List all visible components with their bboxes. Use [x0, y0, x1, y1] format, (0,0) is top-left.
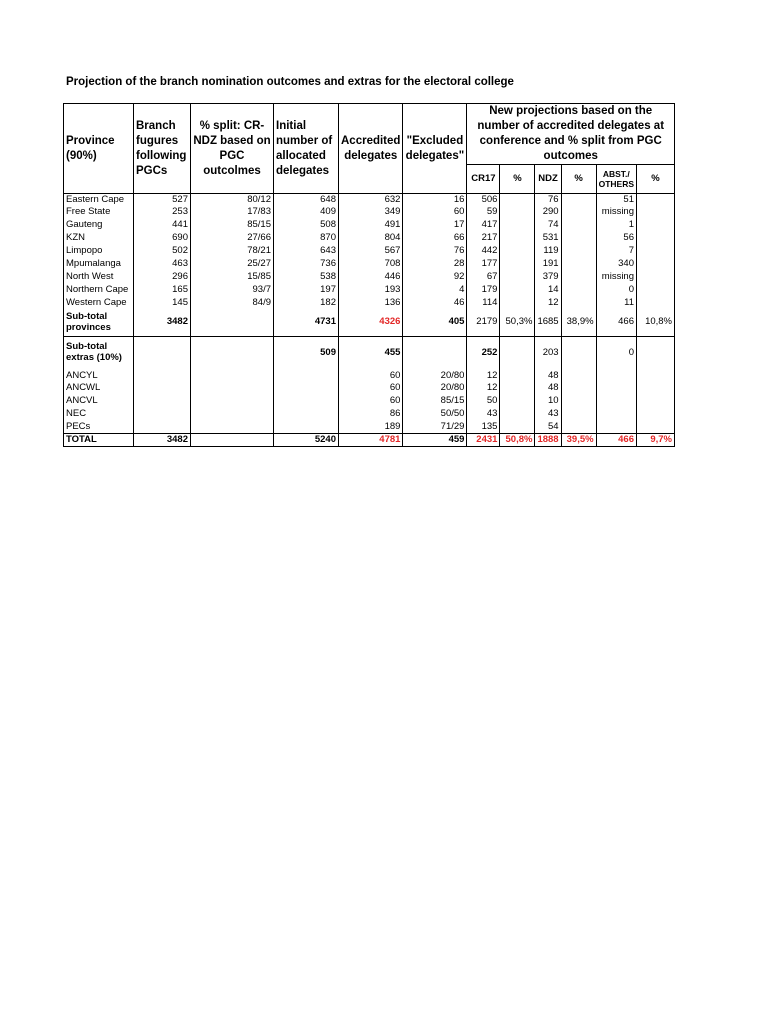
- header-initial: Initial number of allocated delegates: [274, 104, 339, 194]
- cell-branch: [134, 408, 191, 421]
- cell-cr17: 442: [467, 245, 500, 258]
- cell-pct3: [637, 258, 675, 271]
- cell-branch: 3482: [134, 310, 191, 337]
- cell-branch: [134, 370, 191, 383]
- cell-pct2: 38,9%: [561, 310, 596, 337]
- cell-split: 93/7: [191, 284, 274, 297]
- cell-split: 25/27: [191, 258, 274, 271]
- cell-name: ANCYL: [64, 370, 134, 383]
- cell-initial: 870: [274, 232, 339, 245]
- cell-pct3: 10,8%: [637, 310, 675, 337]
- total-row: [64, 434, 675, 447]
- cell-ndz: 14: [535, 284, 561, 297]
- cell-pct1: [500, 194, 535, 207]
- cell-excluded: 20/80: [403, 382, 467, 395]
- cell-accredited: 189: [339, 421, 403, 434]
- cell-split: 17/83: [191, 206, 274, 219]
- cell-accredited: 491: [339, 219, 403, 232]
- cell-split: 80/12: [191, 194, 274, 207]
- province-row: [64, 284, 675, 297]
- cell-branch: 441: [134, 219, 191, 232]
- cell-pct2: [561, 297, 596, 310]
- cell-accredited: 60: [339, 395, 403, 408]
- subtotal-extras-row: [64, 337, 675, 370]
- cell-accredited: 804: [339, 232, 403, 245]
- cell-split: 85/15: [191, 219, 274, 232]
- projection-table: [63, 103, 675, 447]
- cell-pct1: [500, 206, 535, 219]
- cell-name: Eastern Cape: [64, 194, 134, 207]
- cell-pct1: [500, 232, 535, 245]
- cell-branch: 690: [134, 232, 191, 245]
- cell-ndz: 1888: [535, 434, 561, 447]
- province-row: [64, 271, 675, 284]
- cell-cr17: 59: [467, 206, 500, 219]
- cell-abst: [596, 382, 636, 395]
- cell-cr17: 179: [467, 284, 500, 297]
- cell-initial: 409: [274, 206, 339, 219]
- province-row: [64, 206, 675, 219]
- cell-pct3: 9,7%: [637, 434, 675, 447]
- cell-pct2: [561, 408, 596, 421]
- cell-ndz: 290: [535, 206, 561, 219]
- cell-abst: 1: [596, 219, 636, 232]
- cell-pct3: [637, 297, 675, 310]
- cell-accredited: 567: [339, 245, 403, 258]
- cell-name: Gauteng: [64, 219, 134, 232]
- cell-accredited: 455: [339, 337, 403, 370]
- cell-branch: 3482: [134, 434, 191, 447]
- cell-excluded: 20/80: [403, 370, 467, 383]
- cell-accredited: 60: [339, 382, 403, 395]
- cell-excluded: 17: [403, 219, 467, 232]
- cell-excluded: 459: [403, 434, 467, 447]
- header-abst-others: ABST./ OTHERS: [596, 165, 636, 194]
- cell-pct2: [561, 219, 596, 232]
- cell-abst: 0: [596, 337, 636, 370]
- cell-abst: 0: [596, 284, 636, 297]
- extras-row: [64, 395, 675, 408]
- cell-cr17: 43: [467, 408, 500, 421]
- cell-initial: 4731: [274, 310, 339, 337]
- cell-accredited: 60: [339, 370, 403, 383]
- cell-abst: missing: [596, 206, 636, 219]
- cell-ndz: 203: [535, 337, 561, 370]
- cell-pct2: [561, 194, 596, 207]
- extras-row: [64, 408, 675, 421]
- cell-abst: 11: [596, 297, 636, 310]
- province-row: [64, 297, 675, 310]
- cell-ndz: 531: [535, 232, 561, 245]
- cell-excluded: 92: [403, 271, 467, 284]
- cell-split: 27/66: [191, 232, 274, 245]
- cell-initial: 643: [274, 245, 339, 258]
- cell-pct2: [561, 245, 596, 258]
- header-branch: Branch fugures following PGCs: [134, 104, 191, 194]
- cell-pct1: [500, 271, 535, 284]
- cell-ndz: 191: [535, 258, 561, 271]
- cell-branch: 296: [134, 271, 191, 284]
- cell-pct1: [500, 370, 535, 383]
- cell-pct1: 50,8%: [500, 434, 535, 447]
- cell-abst: 466: [596, 310, 636, 337]
- cell-name: PECs: [64, 421, 134, 434]
- cell-pct2: [561, 232, 596, 245]
- cell-pct3: [637, 421, 675, 434]
- cell-pct1: [500, 258, 535, 271]
- cell-pct1: [500, 245, 535, 258]
- cell-split: [191, 408, 274, 421]
- cell-name: TOTAL: [64, 434, 134, 447]
- header-cr17-pct: %: [500, 165, 535, 194]
- cell-ndz: 10: [535, 395, 561, 408]
- cell-abst: [596, 421, 636, 434]
- cell-name: North West: [64, 271, 134, 284]
- cell-split: 84/9: [191, 297, 274, 310]
- cell-pct3: [637, 232, 675, 245]
- cell-pct3: [637, 408, 675, 421]
- province-row: [64, 232, 675, 245]
- province-row: [64, 194, 675, 207]
- cell-abst: 51: [596, 194, 636, 207]
- cell-split: 15/85: [191, 271, 274, 284]
- header-split: % split: CR-NDZ based on PGC outcolmes: [191, 104, 274, 194]
- cell-ndz: 48: [535, 370, 561, 383]
- cell-pct2: [561, 395, 596, 408]
- subtotal-provinces-row: [64, 310, 675, 337]
- cell-accredited: 136: [339, 297, 403, 310]
- province-row: [64, 245, 675, 258]
- cell-name: Mpumalanga: [64, 258, 134, 271]
- cell-cr17: 12: [467, 382, 500, 395]
- cell-pct1: [500, 284, 535, 297]
- cell-pct3: [637, 370, 675, 383]
- header-province: Province (90%): [64, 104, 134, 194]
- cell-abst: 7: [596, 245, 636, 258]
- cell-excluded: 405: [403, 310, 467, 337]
- cell-excluded: 76: [403, 245, 467, 258]
- cell-pct1: 50,3%: [500, 310, 535, 337]
- cell-branch: [134, 421, 191, 434]
- cell-branch: 253: [134, 206, 191, 219]
- cell-split: [191, 434, 274, 447]
- cell-branch: [134, 337, 191, 370]
- cell-pct2: 39,5%: [561, 434, 596, 447]
- header-projections: New projections based on the number of accredited delegates at conference and % split from PGC outcomes: [467, 104, 675, 165]
- cell-pct2: [561, 370, 596, 383]
- cell-split: [191, 337, 274, 370]
- cell-cr17: 2431: [467, 434, 500, 447]
- cell-cr17: 217: [467, 232, 500, 245]
- cell-excluded: [403, 337, 467, 370]
- cell-pct3: [637, 337, 675, 370]
- cell-name: Sub-total extras (10%): [64, 337, 134, 370]
- cell-split: [191, 421, 274, 434]
- cell-initial: [274, 382, 339, 395]
- cell-split: [191, 310, 274, 337]
- cell-ndz: 54: [535, 421, 561, 434]
- cell-name: Free State: [64, 206, 134, 219]
- cell-split: [191, 395, 274, 408]
- cell-pct3: [637, 219, 675, 232]
- cell-split: [191, 382, 274, 395]
- cell-excluded: 50/50: [403, 408, 467, 421]
- cell-branch: [134, 382, 191, 395]
- extras-row: [64, 421, 675, 434]
- cell-branch: 502: [134, 245, 191, 258]
- cell-abst: missing: [596, 271, 636, 284]
- cell-initial: 5240: [274, 434, 339, 447]
- cell-name: NEC: [64, 408, 134, 421]
- cell-pct1: [500, 219, 535, 232]
- cell-pct3: [637, 206, 675, 219]
- cell-pct3: [637, 271, 675, 284]
- cell-pct1: [500, 408, 535, 421]
- cell-pct3: [637, 382, 675, 395]
- cell-pct1: [500, 297, 535, 310]
- cell-cr17: 114: [467, 297, 500, 310]
- cell-ndz: 74: [535, 219, 561, 232]
- extras-row: [64, 382, 675, 395]
- cell-name: Limpopo: [64, 245, 134, 258]
- cell-pct2: [561, 258, 596, 271]
- cell-split: [191, 370, 274, 383]
- cell-pct1: [500, 337, 535, 370]
- cell-cr17: 252: [467, 337, 500, 370]
- header-excluded: "Excluded delegates": [403, 104, 467, 194]
- cell-branch: 527: [134, 194, 191, 207]
- cell-cr17: 12: [467, 370, 500, 383]
- cell-initial: [274, 395, 339, 408]
- cell-abst: 466: [596, 434, 636, 447]
- cell-pct1: [500, 395, 535, 408]
- cell-cr17: 67: [467, 271, 500, 284]
- cell-initial: 648: [274, 194, 339, 207]
- cell-ndz: 43: [535, 408, 561, 421]
- cell-branch: 145: [134, 297, 191, 310]
- cell-excluded: 4: [403, 284, 467, 297]
- cell-excluded: 85/15: [403, 395, 467, 408]
- cell-cr17: 2179: [467, 310, 500, 337]
- cell-branch: [134, 395, 191, 408]
- cell-accredited: 193: [339, 284, 403, 297]
- cell-ndz: 1685: [535, 310, 561, 337]
- cell-accredited: 446: [339, 271, 403, 284]
- cell-pct1: [500, 382, 535, 395]
- cell-abst: [596, 370, 636, 383]
- cell-pct2: [561, 206, 596, 219]
- cell-cr17: 417: [467, 219, 500, 232]
- cell-ndz: 76: [535, 194, 561, 207]
- cell-initial: [274, 370, 339, 383]
- province-row: [64, 219, 675, 232]
- province-row: [64, 258, 675, 271]
- cell-excluded: 46: [403, 297, 467, 310]
- cell-accredited: 4781: [339, 434, 403, 447]
- cell-cr17: 177: [467, 258, 500, 271]
- cell-pct2: [561, 284, 596, 297]
- cell-pct2: [561, 337, 596, 370]
- cell-pct2: [561, 271, 596, 284]
- cell-initial: [274, 408, 339, 421]
- cell-pct3: [637, 194, 675, 207]
- cell-split: 78/21: [191, 245, 274, 258]
- cell-name: ANCWL: [64, 382, 134, 395]
- cell-pct3: [637, 245, 675, 258]
- cell-initial: 197: [274, 284, 339, 297]
- cell-cr17: 506: [467, 194, 500, 207]
- cell-excluded: 28: [403, 258, 467, 271]
- cell-pct3: [637, 395, 675, 408]
- cell-excluded: 60: [403, 206, 467, 219]
- header-ndz: NDZ: [535, 165, 561, 194]
- cell-ndz: 119: [535, 245, 561, 258]
- cell-abst: 56: [596, 232, 636, 245]
- cell-excluded: 66: [403, 232, 467, 245]
- cell-initial: 736: [274, 258, 339, 271]
- extras-row: [64, 370, 675, 383]
- cell-pct2: [561, 421, 596, 434]
- cell-abst: [596, 408, 636, 421]
- cell-name: Sub-total provinces: [64, 310, 134, 337]
- document-title: Projection of the branch nomination outcomes and extras for the electoral college: [66, 76, 514, 88]
- cell-initial: [274, 421, 339, 434]
- cell-cr17: 50: [467, 395, 500, 408]
- cell-abst: [596, 395, 636, 408]
- cell-accredited: 86: [339, 408, 403, 421]
- cell-abst: 340: [596, 258, 636, 271]
- cell-cr17: 135: [467, 421, 500, 434]
- cell-name: Northern Cape: [64, 284, 134, 297]
- cell-branch: 463: [134, 258, 191, 271]
- header-cr17: CR17: [467, 165, 500, 194]
- cell-name: ANCVL: [64, 395, 134, 408]
- header-abst-pct: %: [637, 165, 675, 194]
- cell-accredited: 708: [339, 258, 403, 271]
- cell-name: Western Cape: [64, 297, 134, 310]
- cell-ndz: 12: [535, 297, 561, 310]
- cell-accredited: 632: [339, 194, 403, 207]
- cell-accredited: 4326: [339, 310, 403, 337]
- cell-initial: 509: [274, 337, 339, 370]
- cell-excluded: 16: [403, 194, 467, 207]
- cell-ndz: 379: [535, 271, 561, 284]
- cell-branch: 165: [134, 284, 191, 297]
- header-ndz-pct: %: [561, 165, 596, 194]
- cell-pct2: [561, 382, 596, 395]
- cell-excluded: 71/29: [403, 421, 467, 434]
- cell-ndz: 48: [535, 382, 561, 395]
- cell-initial: 538: [274, 271, 339, 284]
- cell-initial: 182: [274, 297, 339, 310]
- header-accredited: Accredited delegates: [339, 104, 403, 194]
- cell-pct1: [500, 421, 535, 434]
- cell-name: KZN: [64, 232, 134, 245]
- cell-initial: 508: [274, 219, 339, 232]
- cell-accredited: 349: [339, 206, 403, 219]
- cell-pct3: [637, 284, 675, 297]
